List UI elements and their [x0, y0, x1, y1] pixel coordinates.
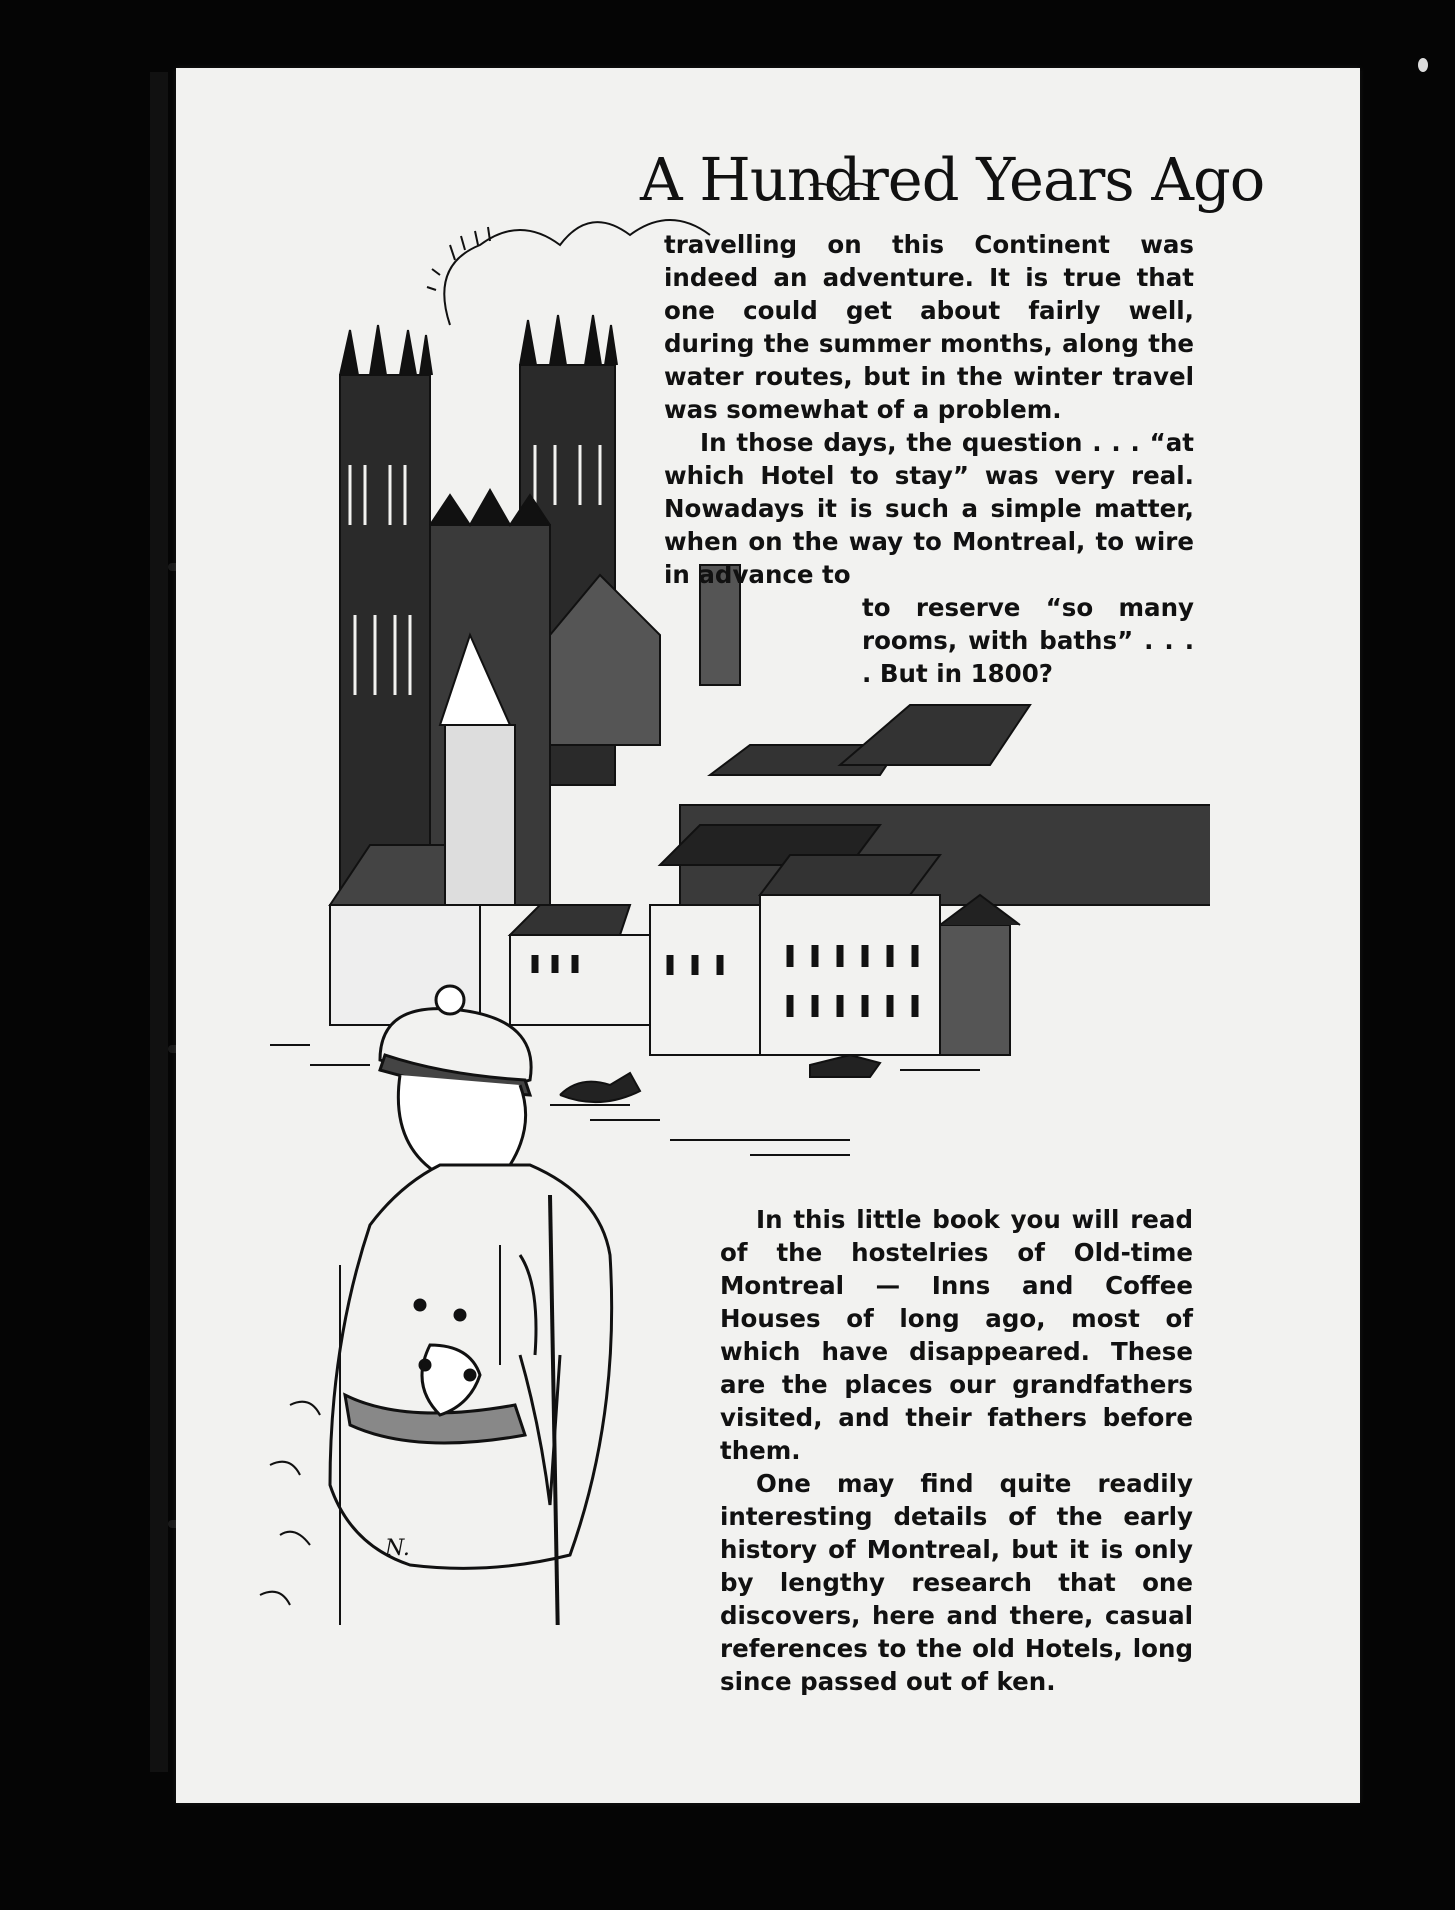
- intro-paragraph-1: travelling on this Continent was indeed an adventure. It is true that one could get about fairly well, during the summer months, along the water routes, but in the winter travel was somewhat of a problem.: [664, 230, 1194, 424]
- body-text: [720, 1203, 1193, 1698]
- habitant-figure: [260, 986, 612, 1625]
- intro-paragraph-2-continued: to reserve “so many rooms, with baths” . . . . But in 1800?: [862, 593, 1194, 688]
- intro-text: [664, 228, 1194, 591]
- horse-sleigh: [810, 1055, 880, 1077]
- page-title: A Hundred Years Ago: [640, 145, 1265, 214]
- body-paragraph-2: One may find quite readily interesting details of the early history of Montreal, but it is only by lengthy research that one discovers, here and there, casual references to the old Hotels, long since passed out of ken.: [720, 1469, 1193, 1696]
- horse-sleigh: [560, 1073, 640, 1102]
- scan-artifact: [1418, 58, 1428, 72]
- artist-signature: N.: [385, 1536, 410, 1561]
- intro-continued-text: [862, 591, 1194, 690]
- intro-paragraph-2: In those days, the question . . . “at which Hotel to stay” was very real. Nowadays it is such a simple matter, when on the way to Montreal, to wire in advance to: [664, 428, 1194, 589]
- book-spine-edge: [150, 72, 168, 1772]
- body-paragraph-1: In this little book you will read of the hostelries of Old-time Montreal — Inns and Coffee Houses of long ago, most of which have disappeared. These are the places our grandfathers visited, and their fathers before them.: [720, 1205, 1193, 1465]
